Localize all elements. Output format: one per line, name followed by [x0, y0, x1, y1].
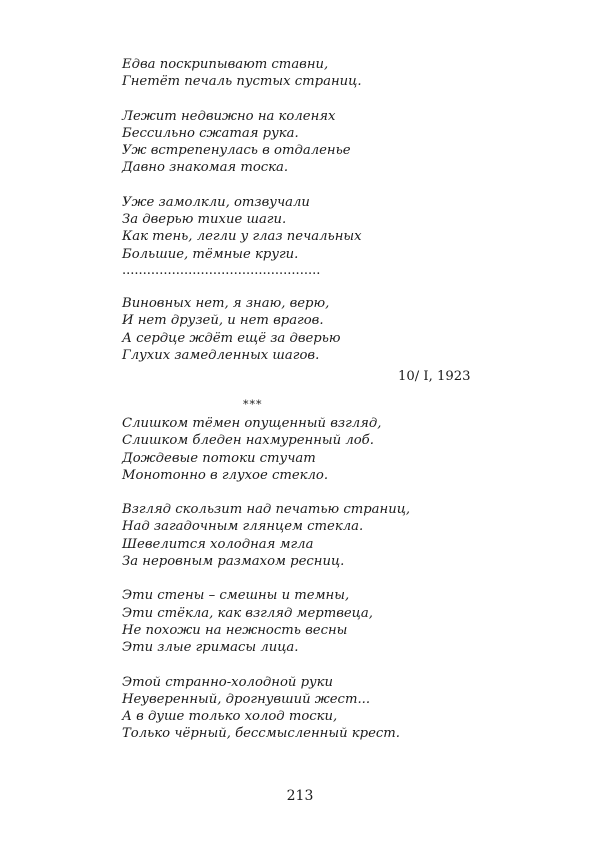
verse-line: Едва поскрипывают ставни,: [122, 57, 329, 72]
verse-line: Шевелится холодная мгла: [122, 536, 314, 552]
verse-line: Взгляд скользит над печатью страниц,: [122, 502, 411, 518]
verse-line: Уже замолкли, отзвучали: [122, 194, 310, 210]
verse-line: Только чёрный, бессмысленный крест.: [122, 726, 400, 742]
verse-line: Монотонно в глухое стекло.: [122, 467, 329, 483]
verse-line: Слишком тёмен опущенный взгляд,: [122, 416, 382, 431]
verse-line: За дверью тихие шаги.: [122, 212, 287, 228]
stanza-1: [122, 56, 492, 91]
poem-date: 10/ I, 1923: [398, 369, 471, 384]
poem-2: [122, 415, 492, 760]
poem-1: [122, 56, 492, 381]
verse-line: Большие, тёмные круги.: [122, 246, 299, 262]
stanza-3: [122, 587, 492, 656]
verse-line: Давно знакомая тоска.: [122, 160, 289, 176]
verse-line: Эти злые гримасы лица.: [122, 640, 299, 656]
section-asterisks: ***: [243, 398, 263, 411]
stanza-2: [122, 501, 492, 570]
verse-line: Гнетёт печаль пустых страниц.: [122, 74, 362, 90]
verse-line: Эти стёкла, как взгляд мертвеца,: [122, 605, 373, 621]
verse-line: И нет друзей, и нет врагов.: [122, 313, 324, 329]
verse-line: За неровным размахом ресниц.: [122, 554, 345, 570]
stanza-3: [122, 194, 492, 278]
verse-line: Бессильно сжатая рука.: [122, 125, 299, 141]
stanza-2: [122, 108, 492, 177]
verse-line: Дождевые потоки стучат: [122, 450, 316, 466]
dotted-separator: ................................................: [122, 262, 321, 278]
verse-line: Виновных нет, я знаю, верю,: [122, 295, 330, 311]
verse-line: А сердце ждёт ещё за дверью: [122, 330, 341, 346]
verse-line: Над загадочным глянцем стекла.: [122, 519, 364, 535]
stanza-4: [122, 295, 492, 364]
verse-line: Глухих замедленных шагов.: [122, 347, 320, 363]
verse-line: Слишком бледен нахмуренный лоб.: [122, 433, 374, 449]
verse-line: Лежит недвижно на коленях: [122, 108, 336, 124]
verse-line: Эти стены – смешны и темны,: [122, 588, 350, 604]
verse-line: Этой странно-холодной руки: [122, 674, 334, 690]
verse-line: Неуверенный, дрогнувший жест...: [122, 691, 371, 707]
verse-line: Как тень, легли у глаз печальных: [122, 229, 362, 245]
page-number: 213: [286, 788, 314, 804]
stanza-1: [122, 415, 492, 484]
verse-line: Не похожи на нежность весны: [122, 622, 348, 638]
stanza-4: [122, 674, 492, 743]
verse-line: А в душе только холод тоски,: [122, 709, 338, 725]
verse-line: Уж встрепенулась в отдаленье: [122, 143, 351, 159]
